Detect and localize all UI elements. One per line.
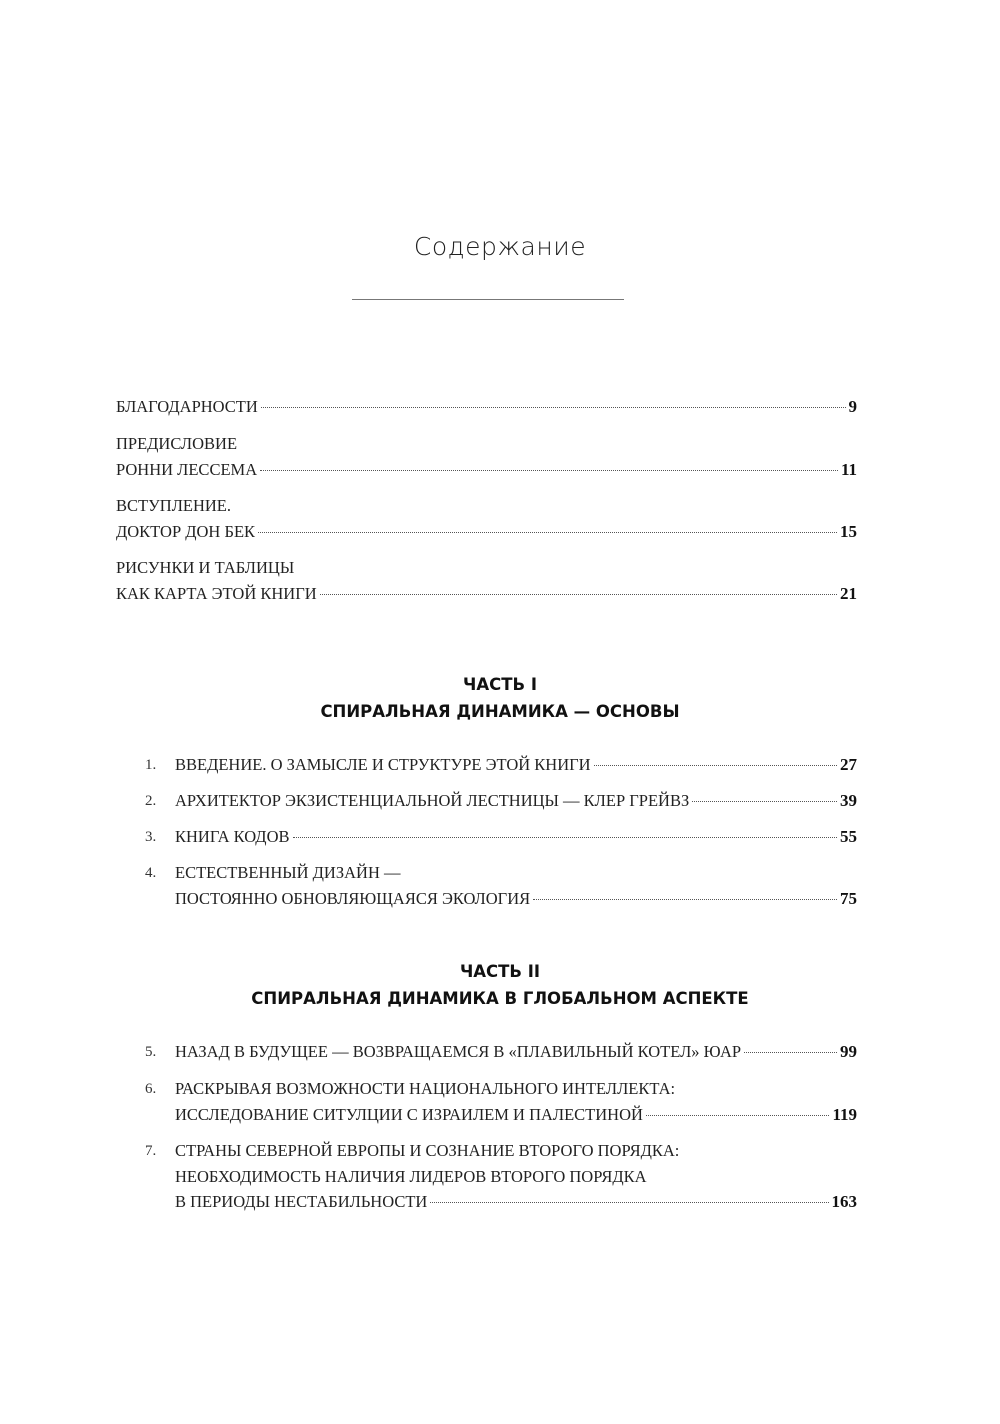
page-number: 99: [840, 1042, 857, 1061]
chapter-number: 2.: [145, 793, 157, 809]
entry-title-line: ИССЛЕДОВАНИЕ СИТУЛЦИИ С ИЗРАИЛЕМ И ПАЛЕСТИНОЙ: [175, 1105, 643, 1124]
toc-entry[interactable]: [116, 395, 857, 419]
toc-entry[interactable]: [175, 789, 857, 813]
entry-title-line: ВСТУПЛЕНИЕ.: [116, 496, 231, 515]
toc-entry[interactable]: [175, 1103, 857, 1127]
entry-title-line: КНИГА КОДОВ: [175, 827, 290, 846]
toc-entry[interactable]: [116, 458, 857, 482]
dot-leader: [744, 1052, 837, 1053]
page-number: 55: [840, 827, 857, 846]
part-title: СПИРАЛЬНАЯ ДИНАМИКА В ГЛОБАЛЬНОМ АСПЕКТЕ: [251, 989, 749, 1008]
dot-leader: [261, 407, 846, 408]
dot-leader: [430, 1202, 828, 1203]
entry-title-line: НАЗАД В БУДУЩЕЕ — ВОЗВРАЩАЕМСЯ В «ПЛАВИЛЬНЫЙ КОТЕЛ» ЮАР: [175, 1042, 742, 1061]
toc-entry[interactable]: [116, 520, 857, 544]
entry-title-line: НЕОБХОДИМОСТЬ НАЛИЧИЯ ЛИДЕРОВ ВТОРОГО ПОРЯДКА: [175, 1167, 647, 1186]
page-number: 11: [840, 460, 857, 479]
chapter-number: 6.: [145, 1081, 157, 1097]
chapter-number: 7.: [145, 1143, 157, 1159]
page-number: 27: [840, 755, 857, 774]
dot-leader: [533, 899, 837, 900]
part-label: ЧАСТЬ II: [459, 962, 541, 981]
dot-leader: [692, 801, 837, 802]
page-number: 39: [840, 791, 857, 810]
part-title: СПИРАЛЬНАЯ ДИНАМИКА — ОСНОВЫ: [320, 702, 680, 721]
toc-entry[interactable]: [175, 1190, 857, 1214]
entry-title-line: КАК КАРТА ЭТОЙ КНИГИ: [116, 584, 317, 603]
entry-title-line: ПРЕДИСЛОВИЕ: [116, 434, 238, 453]
entry-title-line: РОННИ ЛЕССЕМА: [116, 460, 258, 479]
page-number: 9: [848, 397, 857, 416]
title-divider: [352, 299, 624, 300]
chapter-number: 4.: [145, 865, 157, 881]
dot-leader: [293, 837, 838, 838]
dot-leader: [260, 470, 838, 471]
part-label: ЧАСТЬ I: [463, 675, 537, 694]
page-number: 21: [840, 584, 857, 603]
chapter-number: 1.: [145, 757, 157, 773]
dot-leader: [646, 1115, 830, 1116]
entry-title-line: В ПЕРИОДЫ НЕСТАБИЛЬНОСТИ: [175, 1192, 428, 1211]
dot-leader: [258, 532, 837, 533]
page-number: 75: [840, 889, 857, 908]
toc-entry[interactable]: [175, 825, 857, 849]
entry-title-line: ВВЕДЕНИЕ. О ЗАМЫСЛЕ И СТРУКТУРЕ ЭТОЙ КНИГИ: [175, 755, 591, 774]
entry-title-line: ДОКТОР ДОН БЕК: [116, 522, 256, 541]
entry-title-line: ЕСТЕСТВЕННЫЙ ДИЗАЙН —: [175, 863, 401, 882]
entry-title-line: РАСКРЫВАЯ ВОЗМОЖНОСТИ НАЦИОНАЛЬНОГО ИНТЕЛЛЕКТА:: [175, 1079, 676, 1098]
entry-title-line: БЛАГОДАРНОСТИ: [116, 397, 258, 416]
entry-title-line: АРХИТЕКТОР ЭКЗИСТЕНЦИАЛЬНОЙ ЛЕСТНИЦЫ — КЛЕР ГРЕЙВЗ: [175, 791, 690, 810]
entry-title-line: РИСУНКИ И ТАБЛИЦЫ: [116, 558, 295, 577]
toc-entry[interactable]: [116, 582, 857, 606]
page-title: Содержание: [413, 232, 587, 261]
toc-entry[interactable]: [175, 753, 857, 777]
page-number: 15: [840, 522, 857, 541]
chapter-number: 5.: [145, 1044, 157, 1060]
entry-title-line: СТРАНЫ СЕВЕРНОЙ ЕВРОПЫ И СОЗНАНИЕ ВТОРОГО ПОРЯДКА:: [175, 1141, 680, 1160]
entry-title-line: ПОСТОЯННО ОБНОВЛЯЮЩАЯСЯ ЭКОЛОГИЯ: [175, 889, 531, 908]
toc-entry[interactable]: [175, 887, 857, 911]
page-number: 163: [831, 1192, 857, 1211]
dot-leader: [320, 594, 837, 595]
toc-entry[interactable]: [175, 1040, 857, 1064]
chapter-number: 3.: [145, 829, 157, 845]
page-number: 119: [832, 1105, 857, 1124]
dot-leader: [594, 765, 837, 766]
